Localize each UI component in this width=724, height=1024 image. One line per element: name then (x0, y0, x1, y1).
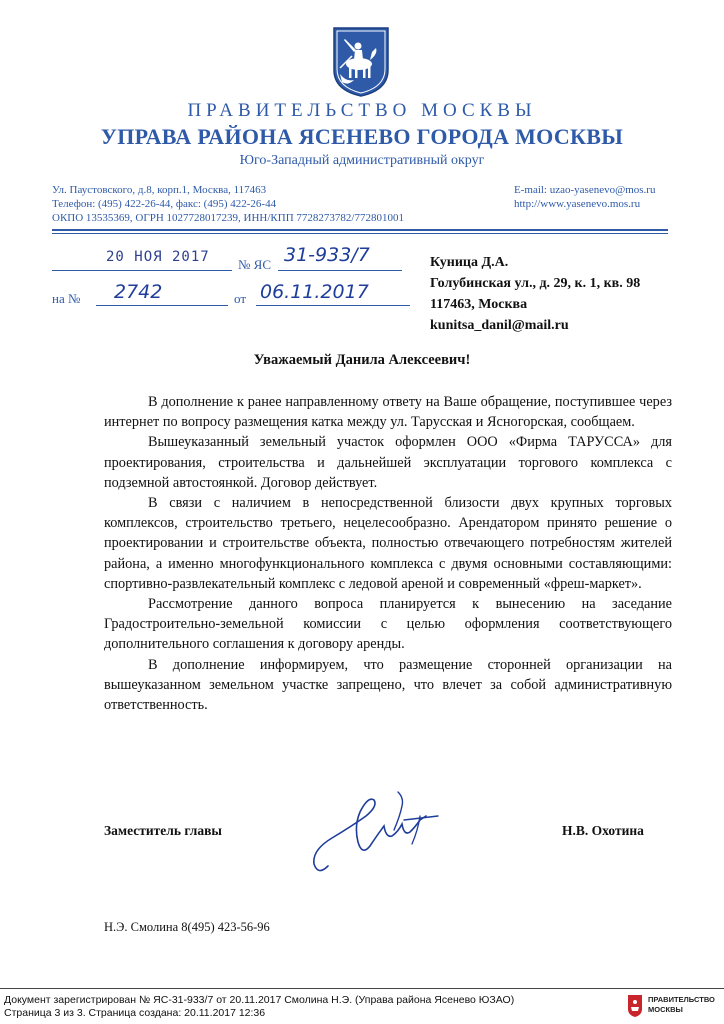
website-line: http://www.yasenevo.mos.ru (514, 198, 641, 210)
contact-right (514, 183, 655, 211)
page-info-line: Страница 3 из 3. Страница создана: 20.11.2017 12:36 (4, 1007, 266, 1019)
date-stamp: 20 НОЯ 2017 (106, 249, 210, 265)
greeting: Уважаемый Данила Алексеевич! (253, 352, 471, 368)
header-divider-thin (52, 233, 668, 234)
recipient-city: 117463, Москва (430, 297, 528, 312)
from-value: 06.11.2017 (260, 281, 369, 303)
recipient-street: Голубинская ул., д. 29, к. 1, кв. 98 (430, 276, 641, 291)
outgoing-reference (52, 244, 412, 278)
on-value: 2742 (114, 281, 163, 303)
footer-brand (648, 995, 715, 1015)
paragraph: В связи с наличием в непосредственной близости двух крупных торговых комплексов, строительство третьего, нецелесообразно. Арендатором принято решение о проектировании и строительстве объекта, полностью отвечающего потребностям жителей района, а именно многофункционального комплекса с двумя основными составляющими: спортивно-развлекательный комплекс с ледовой ареной и современный «фреш-маркет». (104, 495, 672, 592)
executor-contact: Н.Э. Смолина 8(495) 423-56-96 (104, 920, 270, 934)
paragraph: Вышеуказанный земельный участок оформлен ООО «Фирма ТАРУССА» для проектирования, строительства и дальнейшей эксплуатации торгового комплекса с подземной автостоянкой. Договор действует. (104, 434, 672, 491)
paragraph: В дополнение информируем, что размещение сторонней организации на вышеуказанном земельном участке запрещено, что влечет за собой административную ответственность. (104, 656, 672, 714)
moscow-coat-of-arms-icon (332, 26, 390, 98)
header-divider (52, 229, 668, 231)
signatory-role: Заместитель главы (104, 823, 222, 838)
moscow-gov-logo-icon (627, 994, 643, 1018)
brand-line-2: МОСКВЫ (648, 1005, 683, 1014)
letter-body (104, 392, 672, 715)
handwritten-signature-icon (308, 786, 448, 882)
paragraph: В дополнение к ранее направленному ответу на Ваше обращение, поступившее через интернет по вопросу размещения катка между ул. Тарусская и Ясногорская, сообщаем. (104, 394, 672, 431)
authority-title: УПРАВА РАЙОНА ЯСЕНЕВО ГОРОДА МОСКВЫ (100, 124, 624, 149)
from-label: от (234, 291, 247, 306)
phone-line: Телефон: (495) 422-26-44, факс: (495) 422-26-44 (52, 198, 277, 210)
number-value: 31-933/7 (284, 244, 370, 266)
recipient-email: kunitsa_danil@mail.ru (430, 318, 569, 333)
contact-left (52, 183, 404, 225)
government-title: ПРАВИТЕЛЬСТВО МОСКВЫ (187, 100, 537, 121)
signatory-name: Н.В. Охотина (562, 823, 644, 838)
on-label: на № (52, 291, 81, 306)
district-name: Юго-Западный административный округ (239, 153, 485, 168)
brand-line-1: ПРАВИТЕЛЬСТВО (648, 995, 715, 1004)
email-line: E-mail: uzao-yasenevo@mos.ru (514, 184, 656, 196)
registry-line: ОКПО 13535369, ОГРН 1027728017239, ИНН/КПП 7728273782/772801001 (52, 212, 404, 224)
address-line: Ул. Паустовского, д.8, корп.1, Москва, 117463 (52, 184, 267, 196)
paragraph: Рассмотрение данного вопроса планируется к вынесению на заседание Градостроительно-земельной комиссии с целью оформления соответствующего дополнительного соглашения к договору аренды. (104, 596, 672, 653)
number-label: № ЯС (238, 257, 271, 272)
registration-line: Документ зарегистрирован № ЯС-31-933/7 от 20.11.2017 Смолина Н.Э. (Управа района Ясенево ЮЗАО) (4, 994, 515, 1006)
footer-divider (0, 988, 724, 989)
recipient-name: Куница Д.А. (430, 255, 509, 270)
registration-footer (4, 994, 514, 1020)
recipient-block (430, 252, 640, 336)
incoming-reference (52, 283, 422, 313)
